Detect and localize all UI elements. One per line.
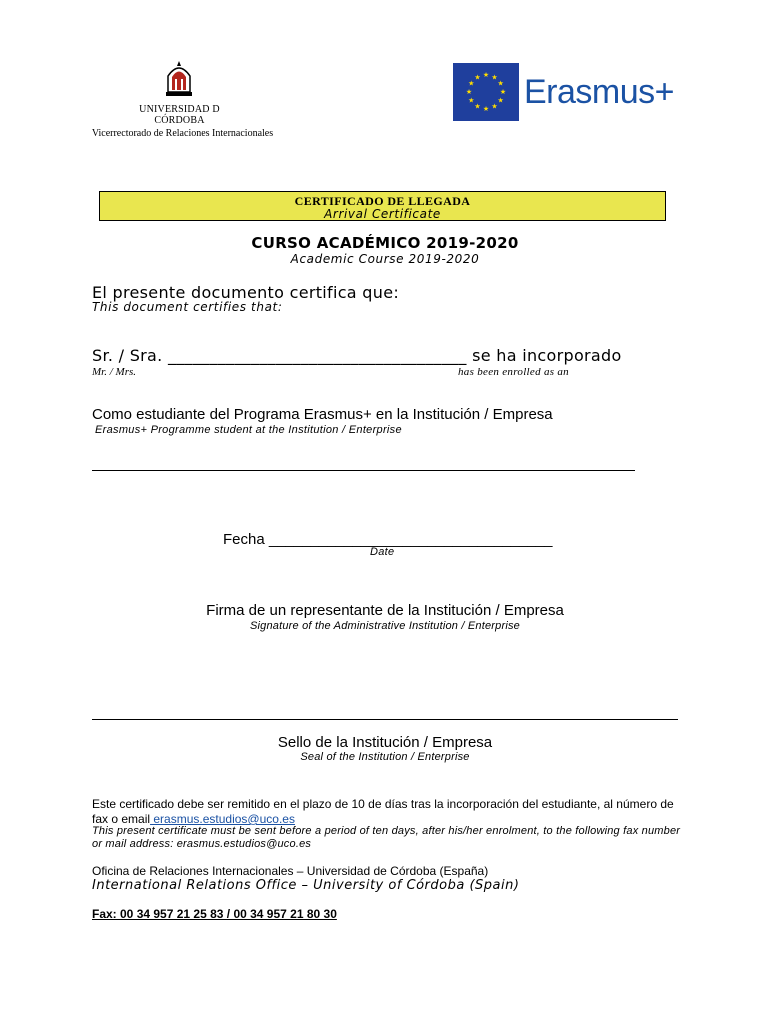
svg-text:★: ★	[474, 102, 481, 111]
seal-label-en: Seal of the Institution / Enterprise	[300, 751, 470, 763]
svg-text:★: ★	[491, 73, 498, 82]
svg-text:★: ★	[468, 96, 475, 105]
vice-rectorate-label: Vicerrectorado de Relaciones Internacionales	[91, 128, 274, 139]
title-prefix: Sr. / Sra.	[92, 346, 163, 365]
enrolled-label-en: has been enrolled as an	[458, 366, 569, 378]
eu-flag-icon	[453, 63, 519, 121]
erasmus-logo	[453, 63, 673, 121]
university-name: UNIVERSIDAD D CÓRDOBA	[139, 104, 220, 126]
svg-text:★: ★	[474, 73, 481, 82]
course-subtitle: Academic Course 2019-2020	[290, 252, 480, 266]
svg-text:★: ★	[491, 102, 498, 111]
certificate-subtitle: Arrival Certificate	[324, 207, 441, 221]
date-label-en: Date	[370, 546, 395, 558]
svg-text:★: ★	[465, 88, 473, 96]
programme-statement-en: Erasmus+ Programme student at the Institution / Enterprise	[95, 424, 402, 436]
institution-field[interactable]	[92, 470, 635, 471]
svg-text:★: ★	[499, 88, 507, 96]
svg-text:★: ★	[482, 71, 490, 79]
submission-note-text: Este certificado debe ser remitido en el plazo de 10 de días tras la incorporación del estudiante, al número de fax o email	[92, 797, 674, 826]
signature-label: Firma de un representante de la Institución / Empresa	[206, 602, 564, 619]
certificate-banner	[99, 191, 666, 221]
programme-statement: Como estudiante del Programa Erasmus+ en la Institución / Empresa	[92, 406, 553, 423]
seal-label: Sello de la Institución / Empresa	[277, 734, 493, 751]
date-label: Fecha	[223, 531, 265, 548]
svg-text:★: ★	[497, 96, 504, 105]
signature-label-en: Signature of the Administrative Institution / Enterprise	[249, 620, 521, 632]
certifies-statement: El presente documento certifica que:	[92, 283, 400, 302]
fax-numbers: Fax: 00 34 957 21 25 83 / 00 34 957 21 80 30	[92, 907, 337, 921]
enrolled-label: se ha incorporado	[472, 346, 622, 365]
email-link[interactable]: erasmus.estudios@uco.es	[150, 812, 295, 826]
certificate-title: CERTIFICADO DE LLEGADA	[294, 194, 471, 208]
svg-text:★: ★	[468, 79, 475, 88]
student-name-field[interactable]: ____________________________________	[167, 346, 467, 365]
signature-field[interactable]	[92, 719, 678, 720]
office-name: Oficina de Relaciones Internacionales – Universidad de Córdoba (España)	[92, 864, 489, 878]
submission-note-en: This present certificate must be sent before a period of ten days, after his/her enrolment, to the following fax number or mail address: erasmus.estudios@uco.es	[92, 825, 681, 850]
name-line	[92, 346, 622, 365]
office-name-en: International Relations Office – University of Córdoba (Spain)	[92, 878, 520, 893]
course-title: CURSO ACADÉMICO 2019-2020	[251, 234, 519, 252]
erasmus-wordmark: Erasmus+	[524, 73, 674, 111]
svg-text:★: ★	[482, 105, 490, 113]
certifies-statement-en: This document certifies that:	[92, 300, 283, 314]
date-field[interactable]: __________________________________	[268, 531, 553, 548]
submission-note	[92, 797, 682, 827]
university-crest-icon	[122, 60, 237, 104]
svg-text:★: ★	[497, 79, 504, 88]
title-prefix-en: Mr. / Mrs.	[92, 366, 137, 378]
